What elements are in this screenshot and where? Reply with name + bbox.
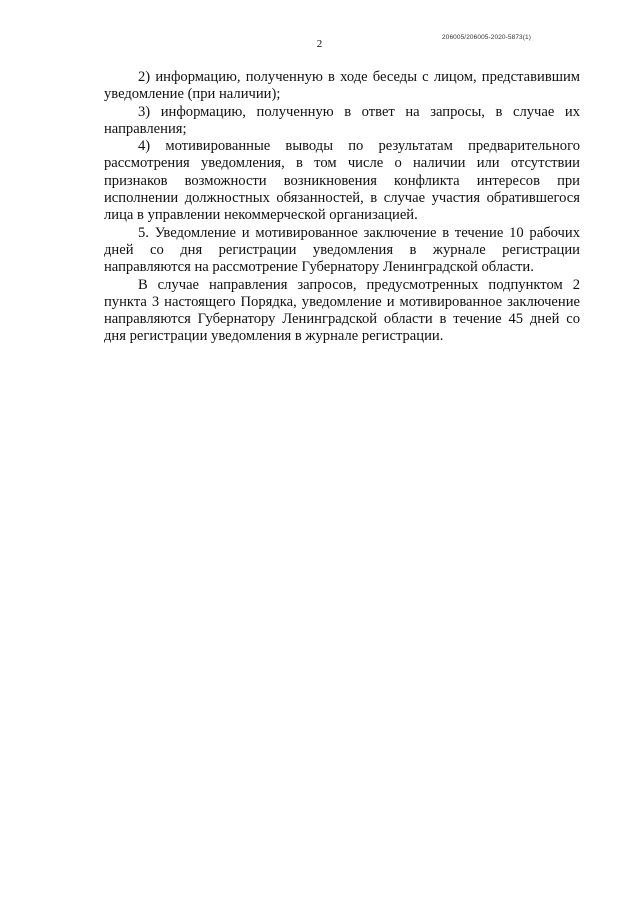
paragraph-requests-case: В случае направления запросов, предусмотренных подпунктом 2 пункта 3 настоящего Порядка, уведомление и мотивированное заключение направляются Губернатору Ленинградской области в течение 45 дней со дня регистрации уведомления в журнале регистрации.	[104, 276, 580, 345]
document-body	[104, 69, 580, 346]
paragraph-clause-5: 5. Уведомление и мотивированное заключение в течение 10 рабочих дней со дня регистрации уведомления в журнале регистрации направляются на рассмотрение Губернатору Ленинградской области.	[104, 224, 580, 276]
paragraph-item-4: 4) мотивированные выводы по результатам предварительного рассмотрения уведомления, в том числе о наличии или отсутствии признаков возможности возникновения конфликта интересов при исполнении должностных обязанностей, в случае участия обратившегося лица в управлении некоммерческой организацией.	[104, 138, 580, 224]
paragraph-item-3: 3) информацию, полученную в ответ на запросы, в случае их направления;	[104, 103, 580, 137]
paragraph-item-2: 2) информацию, полученную в ходе беседы с лицом, представившим уведомление (при наличии);	[104, 69, 580, 103]
document-id: 206005/206005-2020-5873(1)	[442, 34, 531, 41]
page-number: 2	[316, 38, 323, 50]
